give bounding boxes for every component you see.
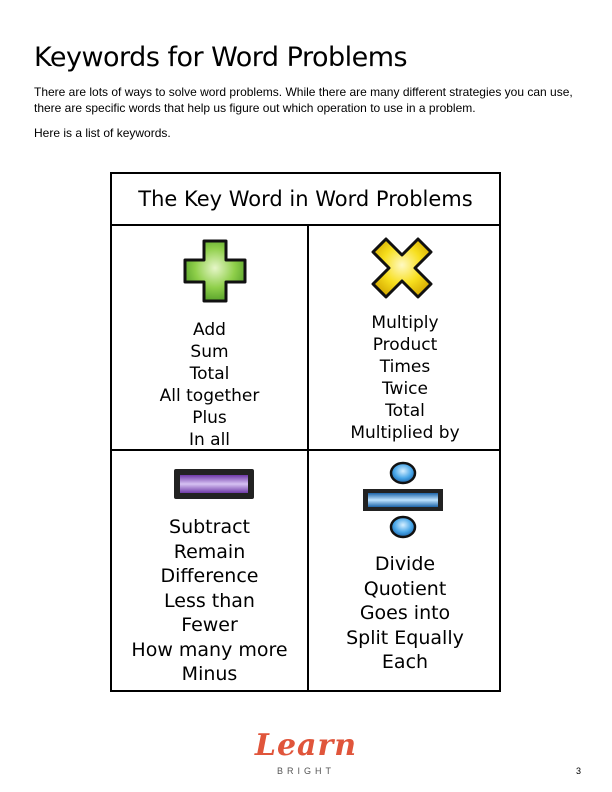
keyword: Sum bbox=[190, 342, 229, 362]
keyword: Less than bbox=[164, 589, 255, 612]
keyword: Fewer bbox=[181, 614, 238, 636]
page-title: Keywords for Word Problems bbox=[34, 42, 408, 73]
divide-icon bbox=[361, 461, 445, 541]
intro-note: Here is a list of keywords. bbox=[34, 126, 171, 140]
division-cell bbox=[309, 451, 501, 692]
multiplication-cell bbox=[309, 226, 501, 449]
learn-bright-logo bbox=[246, 728, 366, 784]
keyword: Multiply bbox=[371, 313, 439, 333]
keyword: Quotient bbox=[363, 577, 447, 600]
keyword-chart bbox=[110, 172, 501, 692]
times-icon bbox=[370, 236, 434, 300]
logo-subtitle: BRIGHT bbox=[276, 766, 335, 776]
logo-wordmark: Learn bbox=[254, 728, 358, 763]
intro-paragraph: There are lots of ways to solve word problems. While there are many different strategies you can use, there are specific words that help us figure out which operation to use in a problem. bbox=[34, 85, 573, 115]
multiplication-keywords bbox=[309, 312, 501, 444]
keyword: Total bbox=[189, 364, 230, 384]
plus-icon bbox=[182, 238, 248, 304]
keyword: Multiplied by bbox=[350, 423, 460, 443]
minus-icon bbox=[172, 467, 256, 501]
keyword: Each bbox=[381, 651, 429, 673]
page-number: 3 bbox=[576, 766, 582, 776]
keyword: Remain bbox=[173, 540, 246, 563]
keyword: Goes into bbox=[359, 602, 451, 624]
keyword: Difference bbox=[160, 565, 259, 587]
chart-title: The Key Word in Word Problems bbox=[112, 174, 499, 226]
subtraction-keywords bbox=[112, 515, 307, 687]
keyword: Minus bbox=[181, 663, 238, 685]
addition-cell bbox=[112, 226, 307, 449]
keyword: All together bbox=[159, 386, 260, 406]
keyword: Add bbox=[193, 320, 226, 340]
keyword: Twice bbox=[381, 379, 428, 399]
addition-keywords bbox=[112, 319, 307, 451]
subtraction-cell bbox=[112, 451, 307, 692]
keyword: Divide bbox=[374, 553, 436, 575]
keyword: Total bbox=[385, 401, 425, 421]
division-keywords bbox=[309, 552, 501, 675]
keyword: Subtract bbox=[169, 516, 250, 538]
keyword: Plus bbox=[192, 408, 227, 428]
keyword: How many more bbox=[131, 638, 288, 661]
keyword: In all bbox=[188, 430, 231, 450]
keyword: Times bbox=[379, 357, 431, 377]
keyword: Split Equally bbox=[346, 626, 464, 649]
keyword: Product bbox=[372, 335, 438, 355]
